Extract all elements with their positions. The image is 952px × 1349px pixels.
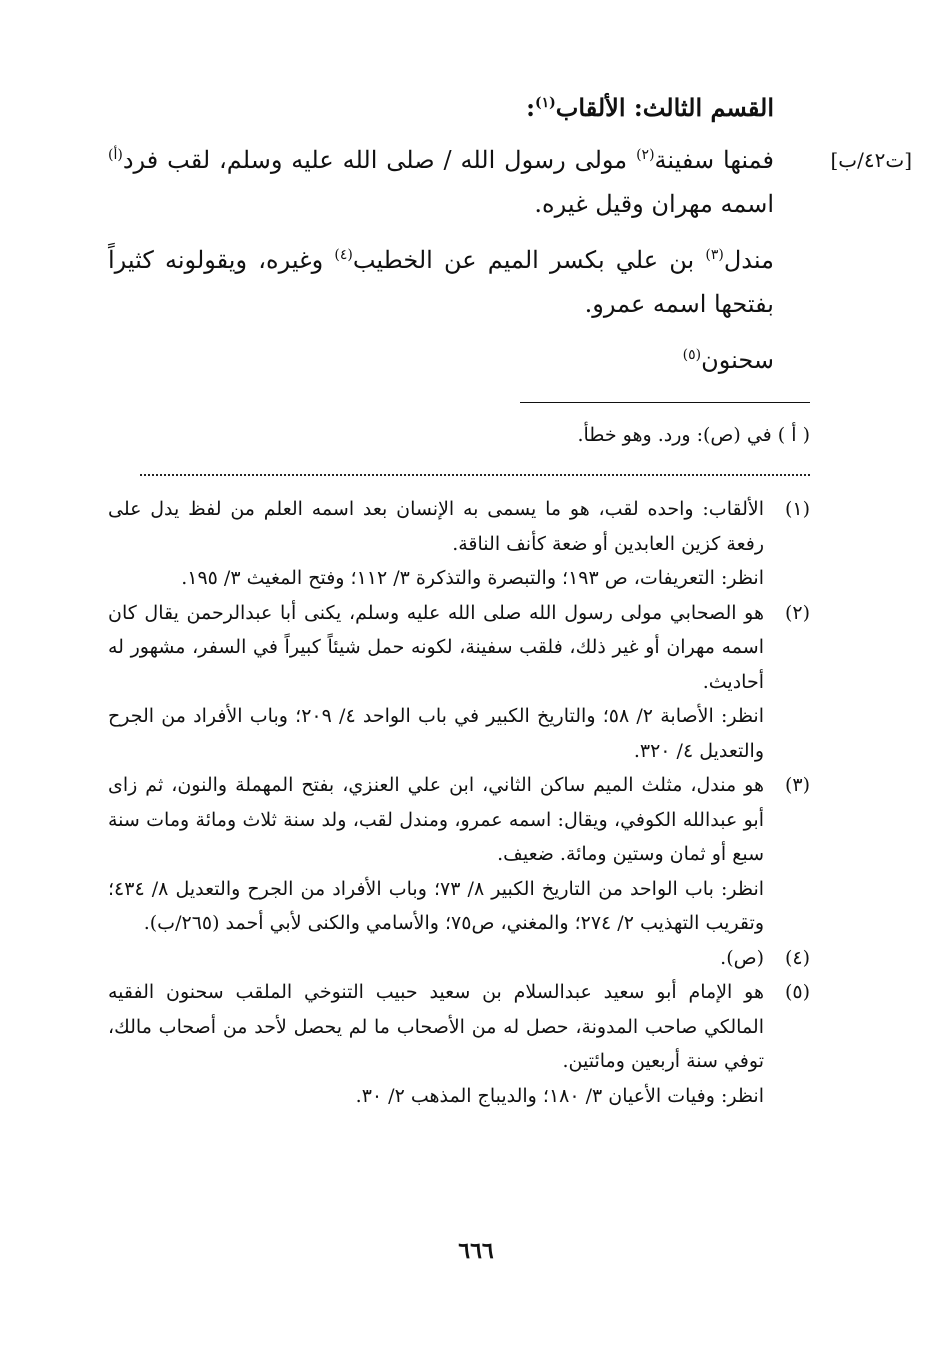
footnote-body	[108, 768, 764, 941]
footnote-citation: انظر: التعريفات، ص ١٩٣؛ والتبصرة والتذكرة ٣/ ١١٢؛ وفتح المغيث ٣/ ١٩٥.	[181, 567, 764, 589]
footnote-body	[108, 492, 764, 596]
footnote-ref[interactable]: (٣)	[705, 247, 724, 263]
paragraph-text: وغيره، ويقولونه كثيراً بفتحها اسمه عمرو.	[108, 246, 774, 318]
footnote-text: (ص).	[720, 946, 764, 969]
section-heading	[108, 86, 810, 130]
paragraph-text: سحنون	[701, 346, 774, 374]
footnotes	[108, 492, 810, 1113]
variant-ref[interactable]: (أ)	[108, 147, 123, 163]
paragraph-sahnun	[108, 338, 810, 382]
main-text	[108, 86, 810, 394]
footnote-number: (٤)	[784, 946, 810, 969]
footnote-2	[108, 596, 810, 769]
footnote-text: هو الإمام أبو سعيد عبدالسلام بن سعيد حبيب التنوخي الملقب سحنون الفقيه المالكي صاحب المدونة، حصل له من الأصحاب ما لم يحصل لأحد من أصحاب مالك، توفي سنة أربعين ومائتين.	[108, 981, 764, 1072]
footnote-number: (٣)	[784, 774, 810, 796]
paragraph-text: اسمه مهران وقيل غيره.	[534, 190, 774, 218]
dotted-divider	[140, 474, 810, 476]
footnote-body	[108, 975, 764, 1113]
footnote-body	[108, 941, 764, 976]
margin-note: [ت٤٢/ب]	[830, 148, 912, 172]
footnote-number: (٢)	[784, 601, 810, 624]
heading-suffix: :	[526, 93, 536, 122]
footnote-citation: انظر: باب الواحد من التاريخ الكبير ٨/ ٧٣؛ وباب الأفراد من الجرح والتعديل ٨/ ٤٣٤؛ وتقريب التهذيب ٢/ ٢٧٤؛ والمغني، ص٧٥؛ والأسامي والكنى لأبي أحمد (٢٦٥/ب).	[108, 877, 765, 934]
footnote-1	[108, 492, 810, 596]
paragraph-text: مولى رسول الله / صلى الله عليه وسلم، لقب فرد	[122, 146, 637, 174]
footnote-citation: انظر: وفيات الأعيان ٣/ ١٨٠؛ والديباج المذهب ٢/ ٣٠.	[355, 1084, 764, 1107]
footnote-body	[108, 596, 764, 769]
footnote-separator	[520, 402, 810, 403]
footnote-text: هو مندل، مثلث الميم ساكن الثاني، ابن علي العنزي، بفتح المهملة والنون، ثم زاى أبو عبدالله الكوفي، ويقال: اسمه عمرو، ومندل لقب، ولد سنة ثلاث ومائة ومات سنة سبع أو ثمان وستين ومائة. ضعيف.	[108, 774, 764, 865]
footnote-citation: انظر: الأصابة ٢/ ٥٨؛ والتاريخ الكبير في باب الواحد ٤/ ٢٠٩؛ وباب الأفراد من الجرح والتعديل ٤/ ٣٢٠.	[108, 705, 764, 762]
paragraph-text: فمنها سفينة	[654, 146, 774, 174]
variant-note: ( أ ) في (ص): ورد. وهو خطأ.	[577, 424, 810, 446]
footnote-number: (٥)	[784, 981, 810, 1003]
paragraph-safina	[108, 138, 810, 226]
page-number: ٦٦٦	[458, 1238, 494, 1264]
footnote-text: هو الصحابي مولى رسول الله صلى الله عليه وسلم، يكنى أبا عبدالرحمن يقال كان اسمه مهران أو غير ذلك، فلقب سفينة، لكونه حمل شيئاً كبيراً في السفر، مشهور له أحاديث.	[108, 601, 764, 693]
footnote-4	[108, 941, 810, 976]
paragraph-mandal	[108, 238, 810, 326]
heading-text: القسم الثالث: الألقاب	[555, 93, 774, 122]
footnote-number: (١)	[784, 498, 810, 520]
footnote-ref[interactable]: (٤)	[334, 247, 353, 263]
footnote-5	[108, 975, 810, 1113]
footnote-ref[interactable]: (٢)	[636, 147, 655, 163]
footnote-ref[interactable]: (١)	[535, 95, 556, 111]
paragraph-text: مندل	[723, 246, 774, 274]
paragraph-text: بن علي بكسر الميم عن الخطيب	[352, 246, 706, 274]
footnote-ref[interactable]: (٥)	[682, 347, 702, 363]
footnote-text: الألقاب: واحده لقب، هو ما يسمى به الإنسان بعد اسمه العلم من لفظ يدل على رفعة كزين العابدين أو ضعة كأنف الناقة.	[108, 498, 764, 555]
footnote-3	[108, 768, 810, 941]
